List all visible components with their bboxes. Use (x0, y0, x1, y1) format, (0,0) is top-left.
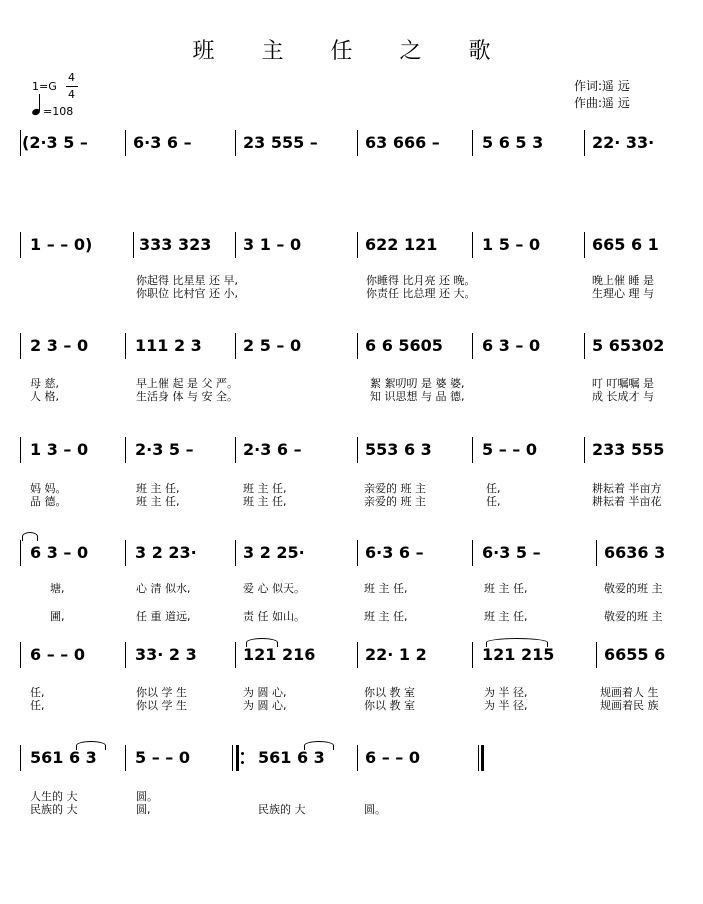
lyric-line: 班 主 任, (243, 482, 287, 495)
measure-notes: 5 6 5 3 (482, 133, 544, 152)
lyric-line: 任, (30, 686, 45, 699)
lyric-line: 班 主 任, (243, 495, 287, 508)
measure-notes: 1 – – 0) (30, 235, 93, 254)
lyric-line: 你责任 比总理 还 大。 (366, 287, 476, 300)
key-signature: 1=G (32, 80, 57, 93)
lyric-line: 你以 教 室 (364, 686, 415, 699)
lyric-line: 妈 妈。 (30, 482, 67, 495)
measure-notes: 6 – – 0 (365, 748, 420, 767)
page-title: 班 主 任 之 歌 (192, 39, 511, 64)
lyric-line: 为 半 径, (484, 686, 528, 699)
lyric-line: 耕耘着 半亩方 (592, 482, 662, 495)
lyric-line: 早上催 起 是 父 严。 (136, 377, 238, 390)
quarter-note-stem (39, 94, 40, 111)
lyric-line: 班 主 任, (484, 582, 528, 595)
measure-notes: 5 – – 0 (482, 440, 537, 459)
lyric-line: 规画着民 族 (600, 699, 659, 712)
measure-notes: 1 3 – 0 (30, 440, 89, 459)
measure-notes: 1 5 – 0 (482, 235, 541, 254)
lyric-line: 人 格, (30, 390, 59, 403)
lyric-line: 晚上催 睡 是 (592, 274, 654, 287)
measure-notes: 6·3 5 – (482, 543, 541, 562)
lyric-line: 成 长成才 与 (592, 390, 654, 403)
lyric-line: 母 慈, (30, 377, 59, 390)
lyric-line: 为 圆 心, (243, 699, 287, 712)
lyric-line: 任, (30, 699, 45, 712)
lyric-line: 塘, (50, 582, 65, 595)
measure-notes: (2·3 5 – (22, 133, 88, 152)
measure-notes: 6636 3 (604, 543, 666, 562)
lyric-line: 班 主 任, (484, 610, 528, 623)
lyric-line: 圆。 (364, 803, 386, 816)
measure-notes: 2 3 – 0 (30, 336, 89, 355)
measure-notes: 33· 2 3 (135, 645, 197, 664)
lyric-line: 爱 心 似天。 (243, 582, 305, 595)
lyric-line: 民族的 大 (30, 803, 78, 816)
tempo-marking: =108 (43, 105, 74, 118)
time-signature-top: 4 (68, 71, 75, 84)
measure-notes: 2·3 5 – (135, 440, 194, 459)
lyric-line: 生理心 理 与 (592, 287, 654, 300)
final-barline (478, 745, 484, 771)
measure-notes: 6 6 5605 (365, 336, 443, 355)
measure-notes: 622 121 (365, 235, 438, 254)
measure-notes: 3 2 25· (243, 543, 305, 562)
lyric-line: 知 识思想 与 品 德, (370, 390, 465, 403)
measure-notes: 22· 1 2 (365, 645, 427, 664)
measure-notes: 121 216 (243, 645, 316, 664)
lyric-line: 耕耘着 半亩花 (592, 495, 662, 508)
measure-notes: 6655 6 (604, 645, 666, 664)
lyric-line: 你以 学 生 (136, 686, 187, 699)
lyric-line: 你以 学 生 (136, 699, 187, 712)
lyric-line: 任, (486, 482, 501, 495)
lyric-line: 规画着人 生 (600, 686, 659, 699)
lyric-line: 班 主 任, (364, 582, 408, 595)
measure-notes: 553 6 3 (365, 440, 432, 459)
lyric-line: 心 清 似水, (136, 582, 191, 595)
measure-notes: 333 323 (139, 235, 212, 254)
lyric-line: 你睡得 比月亮 还 晚。 (366, 274, 476, 287)
measure-notes: 665 6 1 (592, 235, 659, 254)
lyric-line: 为 圆 心, (243, 686, 287, 699)
lyric-line: 亲爱的 班 主 (364, 482, 426, 495)
lyric-line: 任 重 道远, (136, 610, 191, 623)
lyric-line: 你以 教 室 (364, 699, 415, 712)
measure-notes: 233 555 (592, 440, 665, 459)
lyric-line: 你起得 比星星 还 早, (136, 274, 238, 287)
lyric-line: 任, (486, 495, 501, 508)
measure-notes: 6·3 6 – (133, 133, 192, 152)
lyric-line: 生活身 体 与 安 全。 (136, 390, 238, 403)
lyric-line: 你职位 比村官 还 小, (136, 287, 238, 300)
lyric-line: 品 德。 (30, 495, 67, 508)
measure-notes: 22· 33· (592, 133, 655, 152)
lyric-line: 责 任 如山。 (243, 610, 305, 623)
measure-notes: 561 6 3 (30, 748, 97, 767)
lyric-line: 圆, (136, 803, 151, 816)
time-signature-bottom: 4 (68, 88, 75, 101)
measure-notes: 121 215 (482, 645, 555, 664)
lyric-line: 班 主 任, (136, 495, 180, 508)
measure-notes: 561 6 3 (258, 748, 325, 767)
measure-notes: 2·3 6 – (243, 440, 302, 459)
lyric-line: 絮 絮叨叨 是 婆 婆, (370, 377, 465, 390)
measure-notes: 3 2 23· (135, 543, 197, 562)
measure-notes: 6 3 – 0 (30, 543, 89, 562)
composer-credit: 作曲:遥 远 (574, 96, 630, 110)
measure-notes: 2 5 – 0 (243, 336, 302, 355)
measure-notes: 5 – – 0 (135, 748, 190, 767)
repeat-sign (232, 745, 244, 771)
lyricist-credit: 作词:遥 远 (574, 79, 630, 93)
measure-notes: 6 3 – 0 (482, 336, 541, 355)
lyric-line: 班 主 任, (364, 610, 408, 623)
lyric-line: 为 半 径, (484, 699, 528, 712)
lyric-line: 圃, (50, 610, 65, 623)
lyric-line: 班 主 任, (136, 482, 180, 495)
measure-notes: 23 555 – (243, 133, 318, 152)
lyric-line: 人生的 大 (30, 790, 78, 803)
measure-notes: 3 1 – 0 (243, 235, 302, 254)
measure-notes: 63 666 – (365, 133, 440, 152)
lyric-line: 亲爱的 班 主 (364, 495, 426, 508)
lyric-line: 敬爱的班 主 (604, 610, 663, 623)
lyric-line: 叮 叮嘱嘱 是 (592, 377, 654, 390)
lyric-line: 敬爱的班 主 (604, 582, 663, 595)
lyric-line: 民族的 大 (258, 803, 306, 816)
measure-notes: 6 – – 0 (30, 645, 85, 664)
measure-notes: 111 2 3 (135, 336, 202, 355)
measure-notes: 6·3 6 – (365, 543, 424, 562)
measure-notes: 5 65302 (592, 336, 665, 355)
lyric-line: 圆。 (136, 790, 158, 803)
